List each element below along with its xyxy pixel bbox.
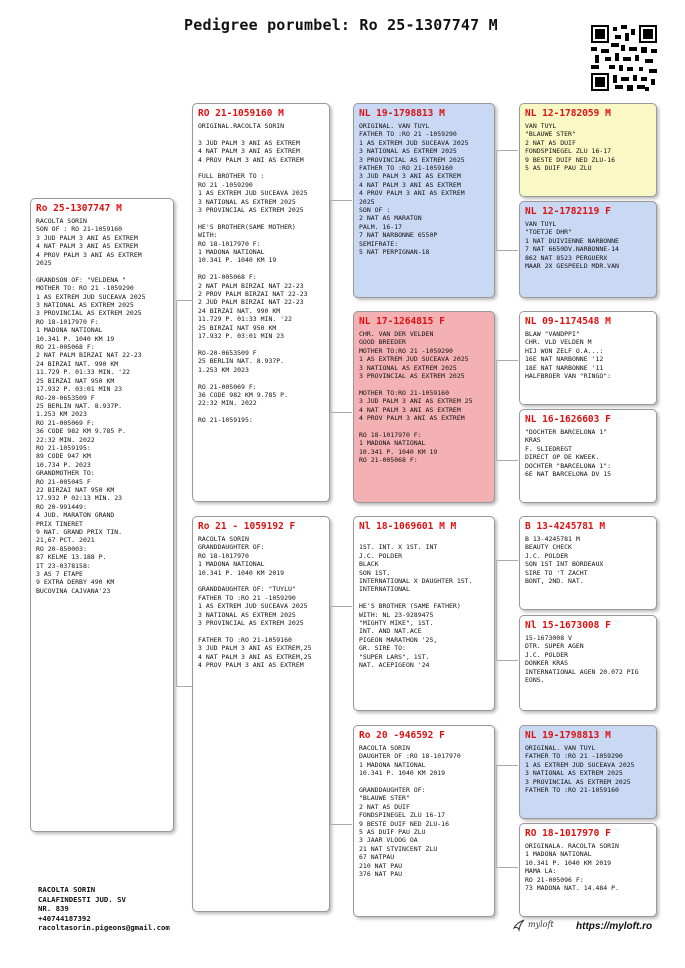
connector-line bbox=[496, 765, 518, 766]
sire-dam-details bbox=[354, 330, 494, 464]
page-title: Pedigree porumbel: Ro 25-1307747 M bbox=[184, 16, 498, 34]
detail-line: B 13-4245781 M bbox=[525, 535, 580, 543]
detail-line: 36 CODE 982 KM 9.785 P. bbox=[198, 390, 289, 399]
subject-details bbox=[31, 217, 173, 595]
detail-line: BUCOVINA CAJVANA'23 bbox=[36, 586, 111, 595]
detail-line: 11.729 P. 01:33 MIN. '22 bbox=[36, 368, 130, 377]
detail-line: 17.932 P. 03:01 MIN 23 bbox=[198, 332, 285, 341]
detail-line: "MIGHTY MIKE", 1ST. bbox=[359, 619, 434, 628]
dam-dam-card[interactable] bbox=[353, 725, 495, 917]
dam-details bbox=[193, 535, 329, 669]
detail-line: 1 AS EXTREM JUD SUCEAVA 2025 bbox=[525, 760, 635, 769]
detail-line: FONDSPINEGEL ZLU 16-17 bbox=[359, 811, 446, 820]
sire-sire-ring-number: NL 19-1798813 M bbox=[359, 108, 445, 119]
sss-details bbox=[520, 122, 656, 172]
owner-address: CALAFINDESTI JUD. SV bbox=[38, 894, 126, 904]
detail-line: 3 PROVINCIAL AS EXTREM 2025 bbox=[359, 372, 465, 381]
detail-line: GRANDDAUGHTER OF: bbox=[198, 543, 265, 552]
detail-line: 6E NAT BARCELONA DV 15 bbox=[525, 470, 612, 479]
detail-line: 2 NAT PALM BIRZAI NAT 22-23 bbox=[198, 281, 304, 290]
detail-line bbox=[198, 408, 324, 416]
detail-line bbox=[198, 214, 324, 222]
detail-line: 22:32 MIN. 2022 bbox=[198, 399, 257, 408]
connector-line bbox=[496, 150, 518, 151]
dam-dam-sire-card[interactable] bbox=[519, 725, 657, 819]
detail-line: ORIGINAL. VAN TUYL bbox=[525, 744, 596, 752]
detail-line: SEMIFRATE: bbox=[359, 239, 399, 248]
detail-line: 1 MADONA NATIONAL bbox=[359, 439, 426, 448]
dam-card[interactable] bbox=[192, 516, 330, 912]
detail-line: HALFBROER VAN "RINGO": bbox=[525, 372, 612, 381]
detail-line: RO 18-1017970 F: bbox=[36, 317, 99, 326]
detail-line: KRAS bbox=[525, 436, 541, 445]
detail-line: 1 MADONA NATIONAL bbox=[525, 850, 592, 859]
detail-line: INTERNATIONAL AGEN 20.072 PIG bbox=[525, 667, 639, 676]
sire-ring-number: RO 21-1059160 M bbox=[198, 108, 284, 119]
sds-ring-number: NL 09-1174548 M bbox=[525, 316, 611, 327]
detail-line: 2 PROV PALM BIRZAI NAT 22-23 bbox=[198, 290, 308, 299]
connector-line bbox=[496, 360, 518, 361]
detail-line: SIRE TO 'T ZACHT bbox=[525, 568, 588, 577]
detail-line: RO 18-1017970 bbox=[198, 551, 249, 560]
detail-line bbox=[198, 341, 324, 349]
detail-line bbox=[359, 594, 489, 602]
detail-line: GRANDDAUGHTER OF: bbox=[359, 786, 426, 795]
detail-line: WITH: NL 23-9289475 bbox=[359, 610, 434, 619]
detail-line: "SUPER LARS", 1ST. bbox=[359, 652, 430, 661]
sire-details bbox=[193, 122, 329, 425]
connector-line bbox=[496, 660, 518, 661]
detail-line: 1 MADONA NATIONAL bbox=[198, 560, 265, 569]
dsd-ring-number: Nl 15-1673008 F bbox=[525, 620, 611, 631]
connector-line bbox=[496, 360, 497, 460]
detail-line: DONKER KRAS bbox=[525, 659, 569, 668]
detail-line: 24 BIRZAI NAT. 990 KM bbox=[198, 306, 281, 315]
connector-line bbox=[330, 412, 352, 413]
detail-line: 3 NATIONAL AS EXTREM 2025 bbox=[198, 610, 296, 619]
detail-line: 2025 bbox=[36, 259, 52, 268]
detail-line: 1ST. INT. X 1ST. INT bbox=[359, 543, 438, 552]
connector-line bbox=[330, 200, 352, 201]
detail-line: GRANDDAUGHTER OF: "TUYLU" bbox=[198, 585, 296, 594]
connector-line bbox=[496, 867, 518, 868]
detail-line: 1 MADONA NATIONAL bbox=[198, 248, 265, 257]
detail-line: FATHER TO :RO 21 -1059290 bbox=[525, 752, 623, 761]
dam-sire-card[interactable] bbox=[353, 516, 495, 711]
detail-line: 3 JUD PALM 3 ANI AS EXTREM,25 bbox=[198, 644, 312, 653]
dds-ring-number: NL 19-1798813 M bbox=[525, 730, 611, 741]
detail-line: FATHER TO :RO 21 -1059290 bbox=[359, 130, 457, 139]
detail-line: 21,67 PCT. 2021 bbox=[36, 536, 95, 545]
subject-pigeon-card[interactable] bbox=[30, 198, 174, 832]
detail-line bbox=[198, 265, 324, 273]
detail-line: 3 NATIONAL AS EXTREM 2025 bbox=[525, 769, 623, 778]
sire-dam-sire-card[interactable] bbox=[519, 311, 657, 405]
detail-line: FULL BROTHER TO : bbox=[198, 172, 265, 181]
detail-line: RO 20-850003: bbox=[36, 544, 87, 553]
sire-card[interactable] bbox=[192, 103, 330, 502]
detail-line: 3 PROVINCIAL AS EXTREM 2025 bbox=[198, 206, 304, 215]
sire-sire-sire-card[interactable] bbox=[519, 103, 657, 197]
detail-line: 89 CODE 947 KM bbox=[36, 452, 91, 461]
detail-line: 9 BESTE DUIF NED ZLU-16 bbox=[359, 819, 450, 828]
detail-line: ORIGINAL.RACOLTA SORIN bbox=[198, 122, 285, 130]
detail-line: 10.734 P. 2023 bbox=[36, 460, 91, 469]
sss-ring-number: NL 12-1782059 M bbox=[525, 108, 611, 119]
myloft-bird-icon bbox=[512, 918, 526, 932]
detail-line: RO 21-005069 F: bbox=[36, 418, 95, 427]
detail-line: RO 20-991449: bbox=[36, 502, 87, 511]
sire-sire-card[interactable] bbox=[353, 103, 495, 298]
detail-line: GRANDMOTHER TO: bbox=[36, 469, 95, 478]
sdd-ring-number: NL 16-1626603 F bbox=[525, 414, 611, 425]
connector-line bbox=[330, 606, 352, 607]
detail-line: 17.932 P 02:13 MIN. 23 bbox=[36, 494, 123, 503]
connector-line bbox=[496, 150, 497, 250]
detail-line: 21 NAT STVINCENT ZLU bbox=[359, 844, 438, 853]
detail-line: 10.341 P. 1040 KM 2019 bbox=[359, 769, 446, 778]
detail-line: HIJ WON ZELF O.A...: bbox=[525, 346, 604, 355]
detail-line bbox=[198, 130, 324, 138]
detail-line: 25 BIRZAI NAT 950 KM bbox=[36, 376, 115, 385]
ssd-ring-number: NL 12-1782119 F bbox=[525, 206, 611, 217]
detail-line: 24 BIRZAI NAT. 990 KM bbox=[36, 359, 119, 368]
connector-line bbox=[496, 560, 497, 660]
detail-line: INTERNATIONAL X DAUGHTER 1ST. bbox=[359, 577, 473, 586]
detail-line bbox=[359, 778, 489, 786]
detail-line bbox=[198, 577, 324, 585]
detail-line: 1 MADONA NATIONAL bbox=[36, 326, 103, 335]
detail-line bbox=[36, 267, 168, 275]
detail-line: 5 AS DUIF PAU ZLU bbox=[525, 164, 592, 173]
dam-dam-details bbox=[354, 744, 494, 878]
detail-line: 10.341 P. 1040 KM 2019 bbox=[198, 568, 285, 577]
detail-line: GR. SIRE TO: bbox=[359, 644, 406, 653]
detail-line: 4 NAT PALM 3 ANI AS EXTREM bbox=[36, 242, 138, 251]
detail-line: 25 BERLIN NAT. 8.937P. bbox=[198, 357, 285, 366]
detail-line: 16E NAT NARBONNE '12 bbox=[525, 355, 604, 364]
detail-line: FONDSPINEGEL ZLU 16-17 bbox=[525, 147, 612, 156]
detail-line: 3 NATIONAL AS EXTREM 2025 bbox=[36, 301, 134, 310]
detail-line: IT 23-0378158: bbox=[36, 561, 91, 570]
detail-line: 3 AS 7 ETAPE bbox=[36, 570, 83, 579]
detail-line: RO 21-005069 F: bbox=[198, 382, 257, 391]
dam-ring-number: Ro 21 - 1059192 F bbox=[198, 521, 296, 532]
detail-line: 11.729 P. 01:33 MIN. '22 bbox=[198, 315, 292, 324]
detail-line: RO 21-005068 F: bbox=[359, 456, 418, 465]
detail-line: PIGEON MARATHON '25, bbox=[359, 635, 438, 644]
dss-details bbox=[520, 535, 656, 585]
connector-line bbox=[496, 560, 518, 561]
detail-line: BONT, 2ND. NAT. bbox=[525, 577, 584, 586]
detail-line: RO 21-005045 F bbox=[36, 477, 91, 486]
detail-line: 25 BERLIN NAT. 8.937P. bbox=[36, 401, 123, 410]
detail-line: F. SLIEDREGT bbox=[525, 444, 572, 453]
detail-line: VAN TUYL bbox=[525, 220, 557, 228]
detail-line: CHR. VLD VELDEN M bbox=[525, 338, 592, 347]
detail-line: 4 PROV PALM 3 ANI AS EXTREM bbox=[359, 414, 465, 423]
connector-line bbox=[330, 606, 331, 824]
detail-line: FATHER TO :RO 21 -1059290 bbox=[198, 593, 296, 602]
detail-line: 17.932 P. 03:01 MIN 23 bbox=[36, 385, 123, 394]
detail-line: SON OF : RO 21-1059160 bbox=[36, 225, 123, 234]
detail-line: 2 NAT AS DUIF bbox=[359, 802, 410, 811]
detail-line: J.C. POLDER bbox=[525, 650, 569, 659]
detail-line: EONS. bbox=[525, 676, 545, 685]
detail-line bbox=[359, 422, 489, 430]
detail-line: 3 PROVINCIAL AS EXTREM 2025 bbox=[198, 619, 304, 628]
detail-line: CHR. VAN DER VELDEN bbox=[359, 330, 434, 338]
detail-line: 3 JUD PALM 3 ANI AS EXTREM bbox=[36, 233, 138, 242]
detail-line: "DOCHTER BARCELONA 1" bbox=[525, 428, 608, 436]
detail-line: RO 21-1059195: bbox=[198, 416, 253, 425]
detail-line: "TOETJE DHR" bbox=[525, 228, 572, 237]
connector-line bbox=[330, 824, 352, 825]
owner-number: NR. 839 bbox=[38, 904, 69, 913]
detail-line: MAAR 2X GESPEELD MDR.VAN bbox=[525, 262, 619, 271]
detail-line: 25 BIRZAI NAT 950 KM bbox=[198, 323, 277, 332]
owner-name: RACOLTA SORIN bbox=[38, 885, 96, 894]
detail-line: BLACK bbox=[359, 560, 379, 569]
dsd-details bbox=[520, 634, 656, 684]
detail-line: 1 NAT DUIVIENNE NARBONNE bbox=[525, 236, 619, 245]
detail-line: 15-1673008 V bbox=[525, 634, 572, 642]
detail-line: 4 PROV PALM 3 ANI AS EXTREM bbox=[359, 189, 465, 198]
detail-line: RACOLTA SORIN bbox=[198, 535, 249, 543]
detail-line: 1 AS EXTREM JUD SUCEAVA 2025 bbox=[359, 355, 469, 364]
detail-line: 9 BESTE DUIF NED ZLU-16 bbox=[525, 155, 616, 164]
detail-line: 2 NAT PALM BIRZAI NAT 22-23 bbox=[36, 351, 142, 360]
detail-line: 3 PROVINCIAL AS EXTREM 2025 bbox=[359, 155, 465, 164]
connector-line bbox=[176, 300, 177, 686]
detail-line: FATHER TO :RO 21-1059160 bbox=[198, 635, 292, 644]
ddd-details bbox=[520, 842, 656, 892]
detail-line: ORIGINAL. VAN TUYL bbox=[359, 122, 430, 130]
detail-line: 1 AS EXTREM JUD SUCEAVA 2025 bbox=[198, 189, 308, 198]
detail-line: HE'S BROTHER (SAME FATHER) bbox=[359, 602, 461, 611]
connector-line bbox=[330, 200, 331, 412]
detail-line: INTERNATIONAL bbox=[359, 585, 410, 594]
detail-line: 1 MADONA NATIONAL bbox=[359, 760, 426, 769]
detail-line: SON 1ST INT BORDEAUX bbox=[525, 560, 604, 569]
sire-dam-dam-card[interactable] bbox=[519, 409, 657, 503]
detail-line: 7 NAT 6650DV.NARBONNE-14 bbox=[525, 245, 619, 254]
dam-dam-dam-card[interactable] bbox=[519, 823, 657, 917]
detail-line: 4 NAT PALM 3 ANI AS EXTREM bbox=[359, 405, 461, 414]
detail-line: 22 BIRZAI NAT 950 KM bbox=[36, 485, 115, 494]
detail-line: DAUGHTER OF :RO 18-1017970 bbox=[359, 752, 461, 761]
detail-line: SON OF : bbox=[359, 206, 391, 215]
detail-line bbox=[198, 164, 324, 172]
detail-line: 3 JAAR VLOOG OA bbox=[359, 836, 418, 845]
detail-line: 3 JUD PALM 3 ANI AS EXTREM 25 bbox=[359, 397, 473, 406]
detail-line: RO-20-0653509 F bbox=[198, 348, 257, 357]
detail-line: 3 JUD PALM 3 ANI AS EXTREM bbox=[359, 172, 461, 181]
website-link[interactable]: https://myloft.ro bbox=[576, 921, 653, 932]
detail-line: 7 NAT NARBONNE 6550P bbox=[359, 231, 438, 240]
dam-sire-ring-number: Nl 18-1069601 M M bbox=[359, 521, 457, 532]
detail-line: 10.341 P. 1040 KM 19 bbox=[36, 334, 115, 343]
detail-line: 87 KELME 13.188 P. bbox=[36, 553, 107, 562]
detail-line: DTR. SUPER AGEN bbox=[525, 642, 584, 651]
sire-dam-card[interactable] bbox=[353, 311, 495, 503]
detail-line: PALM. 16-17 bbox=[359, 222, 403, 231]
detail-line: 9 NAT. GRAND PRIX TIN. bbox=[36, 528, 123, 537]
detail-line: 210 NAT PAU bbox=[359, 861, 403, 870]
detail-line: 1 AS EXTREM JUD SUCEAVA 2025 bbox=[36, 292, 146, 301]
owner-contact bbox=[38, 885, 170, 933]
detail-line: 2025 bbox=[359, 197, 375, 206]
connector-line bbox=[496, 460, 518, 461]
detail-line: 67 NATPAU bbox=[359, 853, 395, 862]
detail-line: VAN TUYL bbox=[525, 122, 557, 130]
detail-line: INT. AND NAT.ACE bbox=[359, 627, 422, 636]
brand-name: myloft bbox=[528, 920, 554, 929]
detail-line: RO 21-005068 F: bbox=[198, 273, 257, 282]
detail-line: 4 NAT PALM 3 ANI AS EXTREM,25 bbox=[198, 652, 312, 661]
detail-line bbox=[359, 535, 489, 543]
detail-line: NAT. ACEPIGEON '24 bbox=[359, 661, 430, 670]
detail-line: RO 21-005068 F: bbox=[36, 343, 95, 352]
dam-sire-sire-card[interactable] bbox=[519, 516, 657, 610]
detail-line: 4 JUD. MARATON GRAND bbox=[36, 511, 115, 520]
dss-ring-number: B 13-4245781 M bbox=[525, 521, 606, 532]
detail-line: PRIX TINERET bbox=[36, 519, 83, 528]
detail-line: 3 JUD PALM 3 ANI AS EXTREM bbox=[198, 138, 300, 147]
owner-email[interactable]: racoltasorin.pigeons@gmail.com bbox=[38, 923, 170, 932]
detail-line: MOTHER TO:RO 21-1059160 bbox=[359, 388, 450, 397]
detail-line: HE'S BROTHER(SAME MOTHER) bbox=[198, 222, 296, 231]
subject-ring-number: Ro 25-1307747 M bbox=[36, 203, 122, 214]
detail-line: MAMA LA: bbox=[525, 867, 557, 876]
detail-line: 3 PROVINCIAL AS EXTREM 2025 bbox=[36, 309, 142, 318]
detail-line bbox=[359, 380, 489, 388]
detail-line: 22:32 MIN. 2022 bbox=[36, 435, 95, 444]
detail-line: RO 21-005096 F: bbox=[525, 875, 584, 884]
detail-line: RO 21-1059195: bbox=[36, 443, 91, 452]
detail-line: 2 JUD PALM BIRZAI NAT 22-23 bbox=[198, 298, 304, 307]
detail-line: MOTHER TO: RO 21 -1059290 bbox=[36, 284, 134, 293]
detail-line: 2 NAT AS DUIF bbox=[525, 138, 576, 147]
detail-line: 1.253 KM 2023 bbox=[198, 365, 249, 374]
detail-line: FATHER TO :RO 21-1059160 bbox=[359, 164, 453, 173]
detail-line: 4 PROV PALM 3 ANI AS EXTREM bbox=[198, 661, 304, 670]
sire-dam-ring-number: NL 17-1264815 F bbox=[359, 316, 445, 327]
sdd-details bbox=[520, 428, 656, 478]
detail-line: 1.253 KM 2023 bbox=[36, 410, 87, 419]
detail-line: 4 PROV PALM 3 ANI AS EXTREM bbox=[198, 155, 304, 164]
detail-line bbox=[198, 627, 324, 635]
detail-line: 5 NAT PERPIGNAN-18 bbox=[359, 248, 430, 257]
detail-line: 862 NAT 8523 PERGUERX bbox=[525, 253, 608, 262]
connector-line bbox=[176, 300, 192, 301]
detail-line: 18E NAT NARBONNE '11 bbox=[525, 363, 604, 372]
detail-line: 3 NATIONAL AS EXTREM 2025 bbox=[359, 363, 457, 372]
dam-sire-details bbox=[354, 535, 494, 669]
detail-line: WITH: bbox=[198, 231, 218, 240]
detail-line: RO-20-0653509 F bbox=[36, 393, 95, 402]
detail-line: "BLAUWE STER" bbox=[525, 130, 576, 139]
detail-line bbox=[198, 374, 324, 382]
qr-code-icon bbox=[591, 25, 657, 91]
detail-line: 3 PROVINCIAL AS EXTREM 2025 bbox=[525, 777, 631, 786]
detail-line: DOCHTER "BARCELONA 1": bbox=[525, 461, 612, 470]
detail-line: MOTHER TO:RO 21 -1059290 bbox=[359, 346, 453, 355]
detail-line: 4 NAT PALM 3 ANI AS EXTREM bbox=[359, 180, 461, 189]
dam-dam-ring-number: Ro 20 -946592 F bbox=[359, 730, 445, 741]
detail-line: FATHER TO :RO 21-1059160 bbox=[525, 786, 619, 795]
detail-line: 1 AS EXTREM JUD SUCEAVA 2025 bbox=[359, 138, 469, 147]
dds-details bbox=[520, 744, 656, 794]
detail-line: BEAUTY CHECK bbox=[525, 543, 572, 552]
sire-sire-details bbox=[354, 122, 494, 257]
dam-sire-dam-card[interactable] bbox=[519, 615, 657, 711]
detail-line: "BLAUWE STER" bbox=[359, 794, 410, 803]
detail-line: RO 21 -1059290 bbox=[198, 180, 253, 189]
connector-line bbox=[496, 765, 497, 867]
detail-line: RACOLTA SORIN bbox=[36, 217, 87, 225]
detail-line: RO 18-1017970 F: bbox=[359, 430, 422, 439]
detail-line: RO 18-1017970 F: bbox=[198, 239, 261, 248]
ssd-details bbox=[520, 220, 656, 270]
detail-line: 9 EXTRA DERBY 490 KM bbox=[36, 578, 115, 587]
detail-line: 4 NAT PALM 3 ANI AS EXTREM bbox=[198, 147, 300, 156]
detail-line: J.C. POLDER bbox=[359, 551, 403, 560]
connector-line bbox=[176, 686, 192, 687]
owner-phone: +40744187392 bbox=[38, 913, 91, 923]
detail-line: GRANDSON OF: "VELDENA " bbox=[36, 275, 127, 284]
detail-line: 10.341 P. 1040 KM 2019 bbox=[525, 858, 612, 867]
detail-line: 5 AS DUIF PAU ZLU bbox=[359, 828, 426, 837]
detail-line: 10.341 P. 1040 KM 19 bbox=[359, 447, 438, 456]
detail-line: 3 NATIONAL AS EXTREM 2025 bbox=[359, 147, 457, 156]
detail-line: GOOD BREEDER bbox=[359, 338, 406, 347]
detail-line: RACOLTA SORIN bbox=[359, 744, 410, 752]
detail-line: 73 MADONA NAT. 14.484 P. bbox=[525, 884, 619, 893]
detail-line: BLAW "VANDPPI" bbox=[525, 330, 580, 338]
detail-line: J.C. POLDER bbox=[525, 551, 569, 560]
detail-line: 36 CODE 982 KM 9.785 P. bbox=[36, 427, 127, 436]
detail-line: 10.341 P. 1040 KM 19 bbox=[198, 256, 277, 265]
detail-line: 4 PROV PALM 3 ANI AS EXTREM bbox=[36, 250, 142, 259]
detail-line: 1 AS EXTREM JUD SUCEAVA 2025 bbox=[198, 602, 308, 611]
detail-line: 376 NAT PAU bbox=[359, 870, 403, 879]
detail-line: DIRECT OP DE KWEEK. bbox=[525, 453, 600, 462]
ddd-ring-number: RO 18-1017970 F bbox=[525, 828, 611, 839]
sire-sire-dam-card[interactable] bbox=[519, 201, 657, 298]
detail-line: ORIGINALA. RACOLTA SORIN bbox=[525, 842, 619, 850]
sds-details bbox=[520, 330, 656, 380]
detail-line: SON 1ST. bbox=[359, 568, 391, 577]
detail-line: 3 NATIONAL AS EXTREM 2025 bbox=[198, 197, 296, 206]
detail-line: 2 NAT AS MARATON bbox=[359, 214, 422, 223]
connector-line bbox=[496, 250, 518, 251]
